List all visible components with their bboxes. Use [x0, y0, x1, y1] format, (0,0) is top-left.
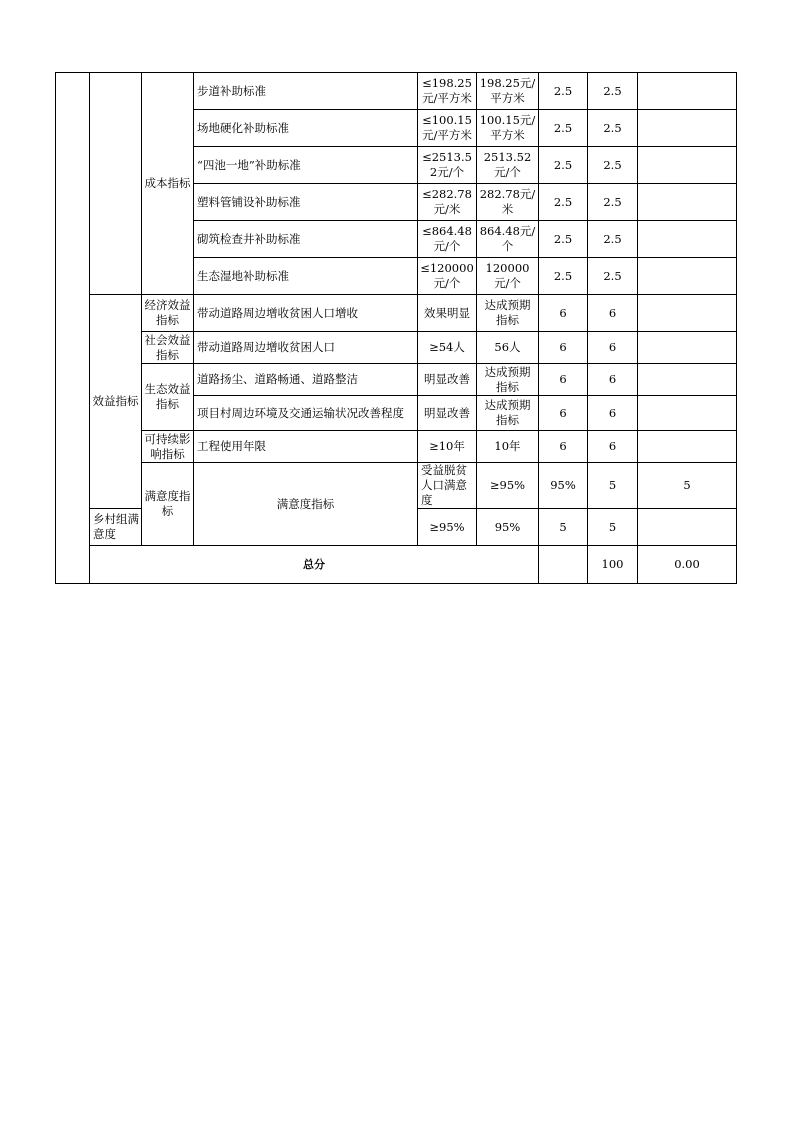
total-weight: 100 — [588, 546, 638, 584]
indicator-name: 工程使用年限 — [194, 431, 418, 463]
target-value: ≤282.78元/米 — [418, 184, 477, 221]
target-value: ≤198.25元/平方米 — [418, 73, 477, 110]
weight-value: 6 — [539, 332, 588, 364]
weight-value: 2.5 — [539, 73, 588, 110]
score-value: 5 — [638, 463, 737, 509]
table-row — [56, 73, 737, 110]
benefit-level1-cell: 效益指标 — [90, 295, 142, 509]
indicator-name: 带动道路周边增收贫困人口 — [194, 332, 418, 364]
indicator-name: 项目村周边环境及交通运输状况改善程度 — [194, 396, 418, 431]
weight-value: 2.5 — [539, 184, 588, 221]
note-cell — [638, 509, 737, 546]
score-value: 2.5 — [588, 147, 638, 184]
weight-value: 6 — [539, 295, 588, 332]
target-value: ≥95% — [418, 509, 477, 546]
note-cell — [638, 332, 737, 364]
score-value: 2.5 — [588, 258, 638, 295]
indicator-name: 道路扬尘、道路畅通、道路整洁 — [194, 364, 418, 396]
weight-value: 6 — [539, 396, 588, 431]
score-value: 2.5 — [588, 184, 638, 221]
indicator-name: 塑料管铺设补助标准 — [194, 184, 418, 221]
weight-value: 2.5 — [539, 110, 588, 147]
score-value: 6 — [588, 431, 638, 463]
table-row — [56, 431, 737, 463]
performance-indicator-table — [55, 72, 737, 584]
note-cell — [638, 73, 737, 110]
total-score: 0.00 — [638, 546, 737, 584]
actual-value: 10年 — [477, 431, 539, 463]
score-value: 2.5 — [588, 221, 638, 258]
indicator-name: 砌筑检查井补助标准 — [194, 221, 418, 258]
total-label: 总分 — [90, 546, 539, 584]
target-value: ≤864.48元/个 — [418, 221, 477, 258]
actual-value: 198.25元/平方米 — [477, 73, 539, 110]
target-value: 明显改善 — [418, 364, 477, 396]
score-value: 5 — [588, 509, 638, 546]
actual-value: 达成预期指标 — [477, 295, 539, 332]
sustainable-level2-cell: 可持续影响指标 — [142, 431, 194, 463]
weight-value: 2.5 — [539, 258, 588, 295]
score-value: 6 — [588, 295, 638, 332]
actual-value: 864.48元/个 — [477, 221, 539, 258]
indicator-name: 带动道路周边增收贫困人口增收 — [194, 295, 418, 332]
target-value: ≥10年 — [418, 431, 477, 463]
score-value: 6 — [588, 364, 638, 396]
weight-value: 6 — [539, 431, 588, 463]
satisfaction-level2-cell: 满意度指标 — [194, 463, 418, 546]
score-value: 6 — [588, 332, 638, 364]
score-value: 6 — [588, 396, 638, 431]
total-row — [56, 546, 737, 584]
weight-value: 2.5 — [539, 147, 588, 184]
note-cell — [638, 147, 737, 184]
indicator-name: 受益脱贫人口满意度 — [418, 463, 477, 509]
table-row — [56, 364, 737, 396]
score-value: 2.5 — [588, 110, 638, 147]
weight-value: 5 — [588, 463, 638, 509]
actual-value: 95% — [539, 463, 588, 509]
note-cell — [638, 364, 737, 396]
actual-value: 达成预期指标 — [477, 364, 539, 396]
score-value: 2.5 — [588, 73, 638, 110]
actual-value: 95% — [477, 509, 539, 546]
note-cell — [638, 110, 737, 147]
note-cell — [638, 221, 737, 258]
target-value: ≥95% — [477, 463, 539, 509]
indicator-name: 乡村组满意度 — [90, 509, 142, 546]
note-cell — [638, 184, 737, 221]
ecological-level2-cell: 生态效益指标 — [142, 364, 194, 431]
actual-value: 达成预期指标 — [477, 396, 539, 431]
indicator-name: 场地硬化补助标准 — [194, 110, 418, 147]
indicator-name: 步道补助标准 — [194, 73, 418, 110]
total-actual — [539, 546, 588, 584]
target-value: 明显改善 — [418, 396, 477, 431]
weight-value: 2.5 — [539, 221, 588, 258]
cost-level2-cell: 成本指标 — [142, 73, 194, 295]
indicator-name: 生态湿地补助标准 — [194, 258, 418, 295]
actual-value: 56人 — [477, 332, 539, 364]
table-row — [56, 295, 737, 332]
weight-value: 5 — [539, 509, 588, 546]
note-cell — [638, 258, 737, 295]
note-cell — [638, 396, 737, 431]
note-cell — [638, 431, 737, 463]
weight-value: 6 — [539, 364, 588, 396]
target-value: 效果明显 — [418, 295, 477, 332]
economic-level2-cell: 经济效益指标 — [142, 295, 194, 332]
social-level2-cell: 社会效益指标 — [142, 332, 194, 364]
target-value: ≤120000元/个 — [418, 258, 477, 295]
output-level1-cell — [90, 73, 142, 295]
table-row — [56, 463, 737, 509]
target-value: ≥54人 — [418, 332, 477, 364]
actual-value: 282.78元/米 — [477, 184, 539, 221]
actual-value: 2513.52元/个 — [477, 147, 539, 184]
actual-value: 120000元/个 — [477, 258, 539, 295]
target-value: ≤100.15元/平方米 — [418, 110, 477, 147]
indicator-name: “四池一地”补助标准 — [194, 147, 418, 184]
left-margin-cell — [56, 73, 90, 584]
note-cell — [638, 295, 737, 332]
satisfaction-level1-cell: 满意度指标 — [142, 463, 194, 546]
actual-value: 100.15元/平方米 — [477, 110, 539, 147]
target-value: ≤2513.52元/个 — [418, 147, 477, 184]
table-row — [56, 332, 737, 364]
